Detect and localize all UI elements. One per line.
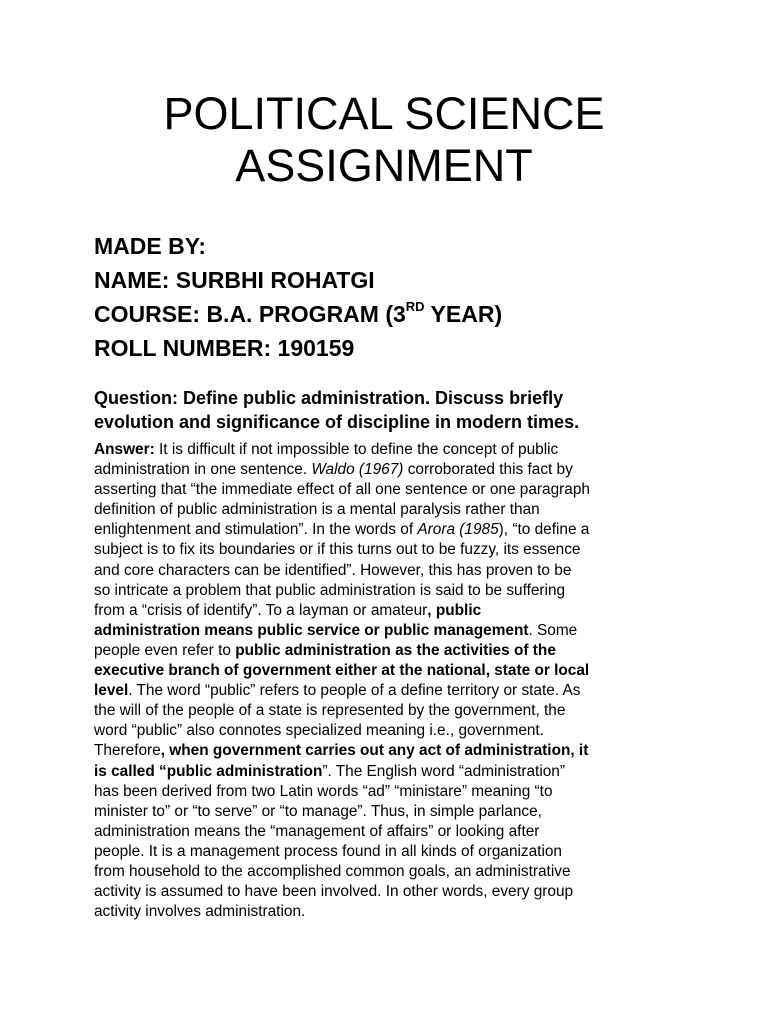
answer-text: . Some — [528, 621, 578, 639]
answer-text: corroborated this fact by — [403, 461, 573, 479]
answer-line-24: activity involves administration. — [94, 903, 306, 921]
answer-text: It is difficult if not impossible to define the concept of public — [154, 441, 559, 458]
answer-line-3: asserting that “the immediate effect of all one sentence or one paragraph — [94, 481, 590, 499]
student-name: NAME: SURBHI ROHATGI — [94, 267, 375, 293]
answer-line-20: administration means the “management of affairs” or looking after — [94, 822, 540, 840]
course-info — [94, 297, 714, 331]
title-line-2: ASSIGNMENT — [235, 140, 533, 191]
answer-text: ”. The English word “administration” — [322, 762, 565, 780]
answer-line-10 — [94, 621, 684, 641]
answer-line-8: so intricate a problem that public administration is said to be suffering — [94, 581, 566, 599]
answer-line-7: and core characters can be identified”. However, this has proven to be — [94, 561, 572, 579]
answer-text: enlightenment and stimulation”. In the words of — [94, 521, 418, 539]
answer-emphasis: public administration as the activities of the — [235, 641, 556, 659]
answer-line-4: definition of public administration is a mental paralysis rather than — [94, 501, 540, 519]
question-line-2: evolution and significance of discipline in modern times. — [94, 412, 580, 432]
course-prefix: COURSE: B.A. PROGRAM (3 — [94, 301, 406, 327]
answer-line-2 — [94, 460, 684, 480]
author-details — [94, 229, 714, 365]
answer-line-5 — [94, 520, 684, 540]
question-block — [94, 386, 694, 434]
title-line-1: POLITICAL SCIENCE — [163, 88, 605, 139]
answer-text: administration in one sentence. — [94, 461, 312, 479]
answer-emphasis: , public — [427, 601, 482, 619]
answer-emphasis: is called “public administration — [94, 762, 323, 780]
answer-line-23: activity is assumed to have been involved. In other words, every group — [94, 883, 574, 901]
answer-line-21: people. It is a management process found in all kinds of organization — [94, 842, 562, 860]
answer-line-6: subject is to fix its boundaries or if this turns out to be fuzzy, its essence — [94, 541, 581, 559]
answer-line-17 — [94, 762, 684, 782]
answer-line-9 — [94, 601, 684, 621]
answer-emphasis: executive branch of government either at the national, state or local — [94, 662, 590, 680]
course-suffix: YEAR) — [424, 301, 503, 327]
answer-text: . The word “public” refers to people of a define territory or state. As — [128, 682, 581, 700]
answer-line-22: from household to the accomplished common goals, an administrative — [94, 862, 571, 880]
citation-arora: Arora (1985 — [417, 521, 499, 539]
answer-line-14: the will of the people of a state is represented by the government, the — [94, 702, 566, 720]
roll-number: ROLL NUMBER: 190159 — [94, 335, 355, 361]
answer-line-11 — [94, 641, 684, 661]
answer-text: Therefore — [94, 742, 161, 760]
citation-waldo: Waldo (1967) — [311, 461, 404, 479]
answer-line-18: has been derived from two Latin words “ad” “ministare” meaning “to — [94, 782, 553, 800]
answer-line-16 — [94, 741, 684, 761]
page-title — [40, 88, 728, 192]
answer-line-15: word “public” also connotes specialized meaning i.e., government. — [94, 722, 544, 740]
question-line-1: Question: Define public administration. Discuss briefly — [94, 388, 564, 408]
answer-text: ), “to define a — [498, 521, 590, 539]
answer-line-12 — [94, 661, 684, 681]
answer-label: Answer: — [94, 441, 155, 458]
answer-emphasis: administration means public service or public management — [94, 621, 529, 639]
answer-block — [94, 440, 684, 922]
answer-emphasis: , when government carries out any act of administration, it — [160, 742, 589, 760]
course-ordinal-superscript: RD — [405, 299, 425, 315]
made-by-label: MADE BY: — [94, 233, 207, 259]
answer-text: people even refer to — [94, 641, 236, 659]
answer-text: from a “crisis of identify”. To a layman or amateur — [94, 601, 428, 619]
answer-line-1 — [94, 440, 684, 460]
answer-line-19: minister to” or “to serve” or “to manage”. Thus, in simple parlance, — [94, 802, 542, 820]
answer-line-13 — [94, 681, 684, 701]
answer-emphasis: level — [94, 682, 129, 700]
